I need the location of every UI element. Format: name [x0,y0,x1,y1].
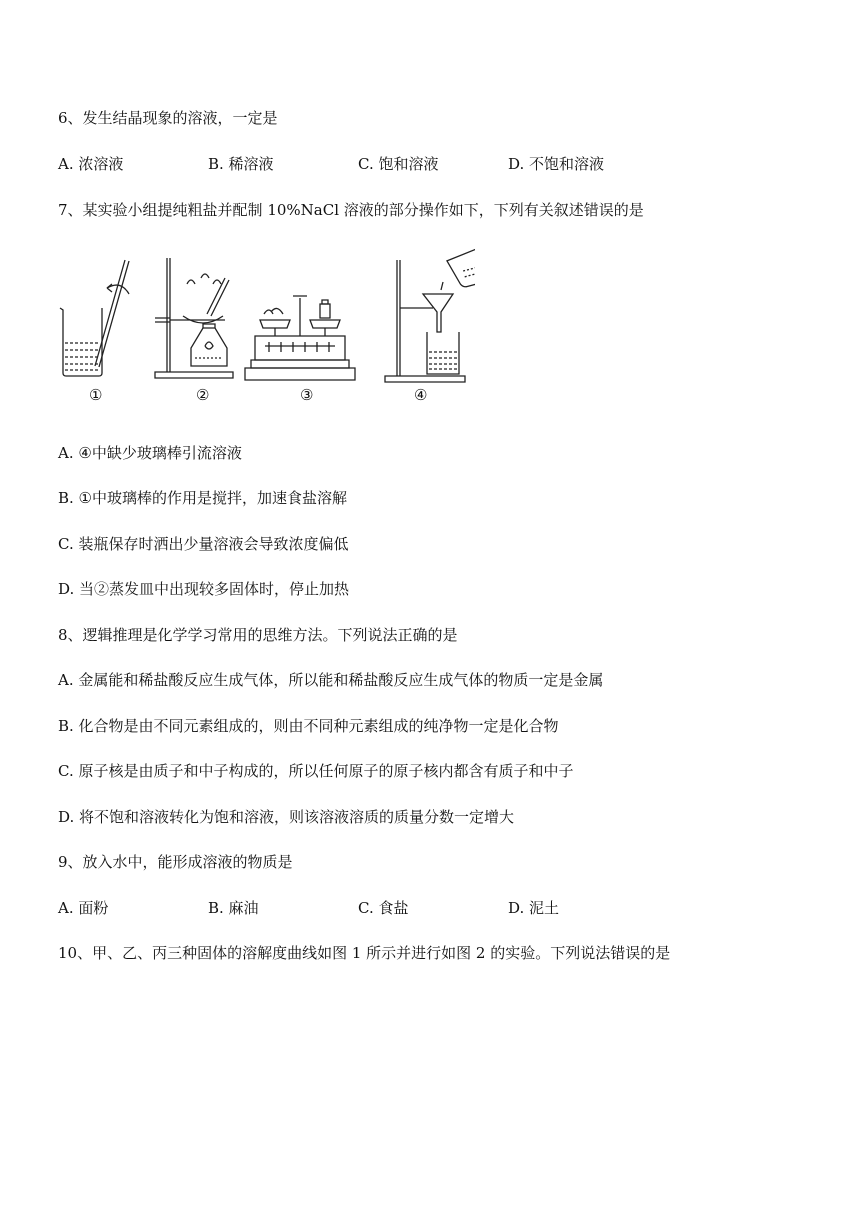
filtration-icon [385,248,475,382]
q8-stem: 8、逻辑推理是化学学习常用的思维方法。下列说法正确的是 [58,626,458,644]
beaker-stirring-icon [60,260,129,376]
apparatus-drawing [55,248,475,383]
q10-stem: 10、甲、乙、丙三种固体的溶解度曲线如图 1 所示并进行如图 2 的实验。下列说法错误的是 [58,944,671,962]
q6-option-b: B. 稀溶液 [208,155,274,173]
q7-option-c: C. 装瓶保存时洒出少量溶液会导致浓度偏低 [58,535,349,553]
figure-label-2: ② [196,386,210,404]
figure-label-1: ① [89,386,103,404]
balance-icon [245,296,355,380]
q7-stem: 7、某实验小组提纯粗盐并配制 10%NaCl 溶液的部分操作如下，下列有关叙述错误的是 [58,201,644,219]
q8-option-a: A. 金属能和稀盐酸反应生成气体，所以能和稀盐酸反应生成气体的物质一定是金属 [58,671,604,689]
figure-label-3: ③ [300,386,314,404]
q6-option-a: A. 浓溶液 [58,155,124,173]
figure-label-4: ④ [414,386,428,404]
q7-option-a: A. ④中缺少玻璃棒引流溶液 [58,444,242,462]
q9-option-d: D. 泥土 [508,899,560,917]
q7-apparatus-figure [55,248,475,408]
q9-option-c: C. 食盐 [358,899,409,917]
q6-stem: 6、发生结晶现象的溶液，一定是 [58,109,278,127]
q8-option-b: B. 化合物是由不同元素组成的，则由不同种元素组成的纯净物一定是化合物 [58,717,559,735]
q6-option-d: D. 不饱和溶液 [508,155,605,173]
evaporation-stand-icon [155,258,233,378]
q9-option-b: B. 麻油 [208,899,259,917]
q6-option-c: C. 饱和溶液 [358,155,439,173]
q9-option-a: A. 面粉 [58,899,109,917]
q8-option-c: C. 原子核是由质子和中子构成的，所以任何原子的原子核内都含有质子和中子 [58,762,574,780]
q7-option-d: D. 当②蒸发皿中出现较多固体时，停止加热 [58,580,350,598]
q8-option-d: D. 将不饱和溶液转化为饱和溶液，则该溶液溶质的质量分数一定增大 [58,808,515,826]
q9-stem: 9、放入水中，能形成溶液的物质是 [58,853,293,871]
q7-option-b: B. ①中玻璃棒的作用是搅拌，加速食盐溶解 [58,489,348,507]
